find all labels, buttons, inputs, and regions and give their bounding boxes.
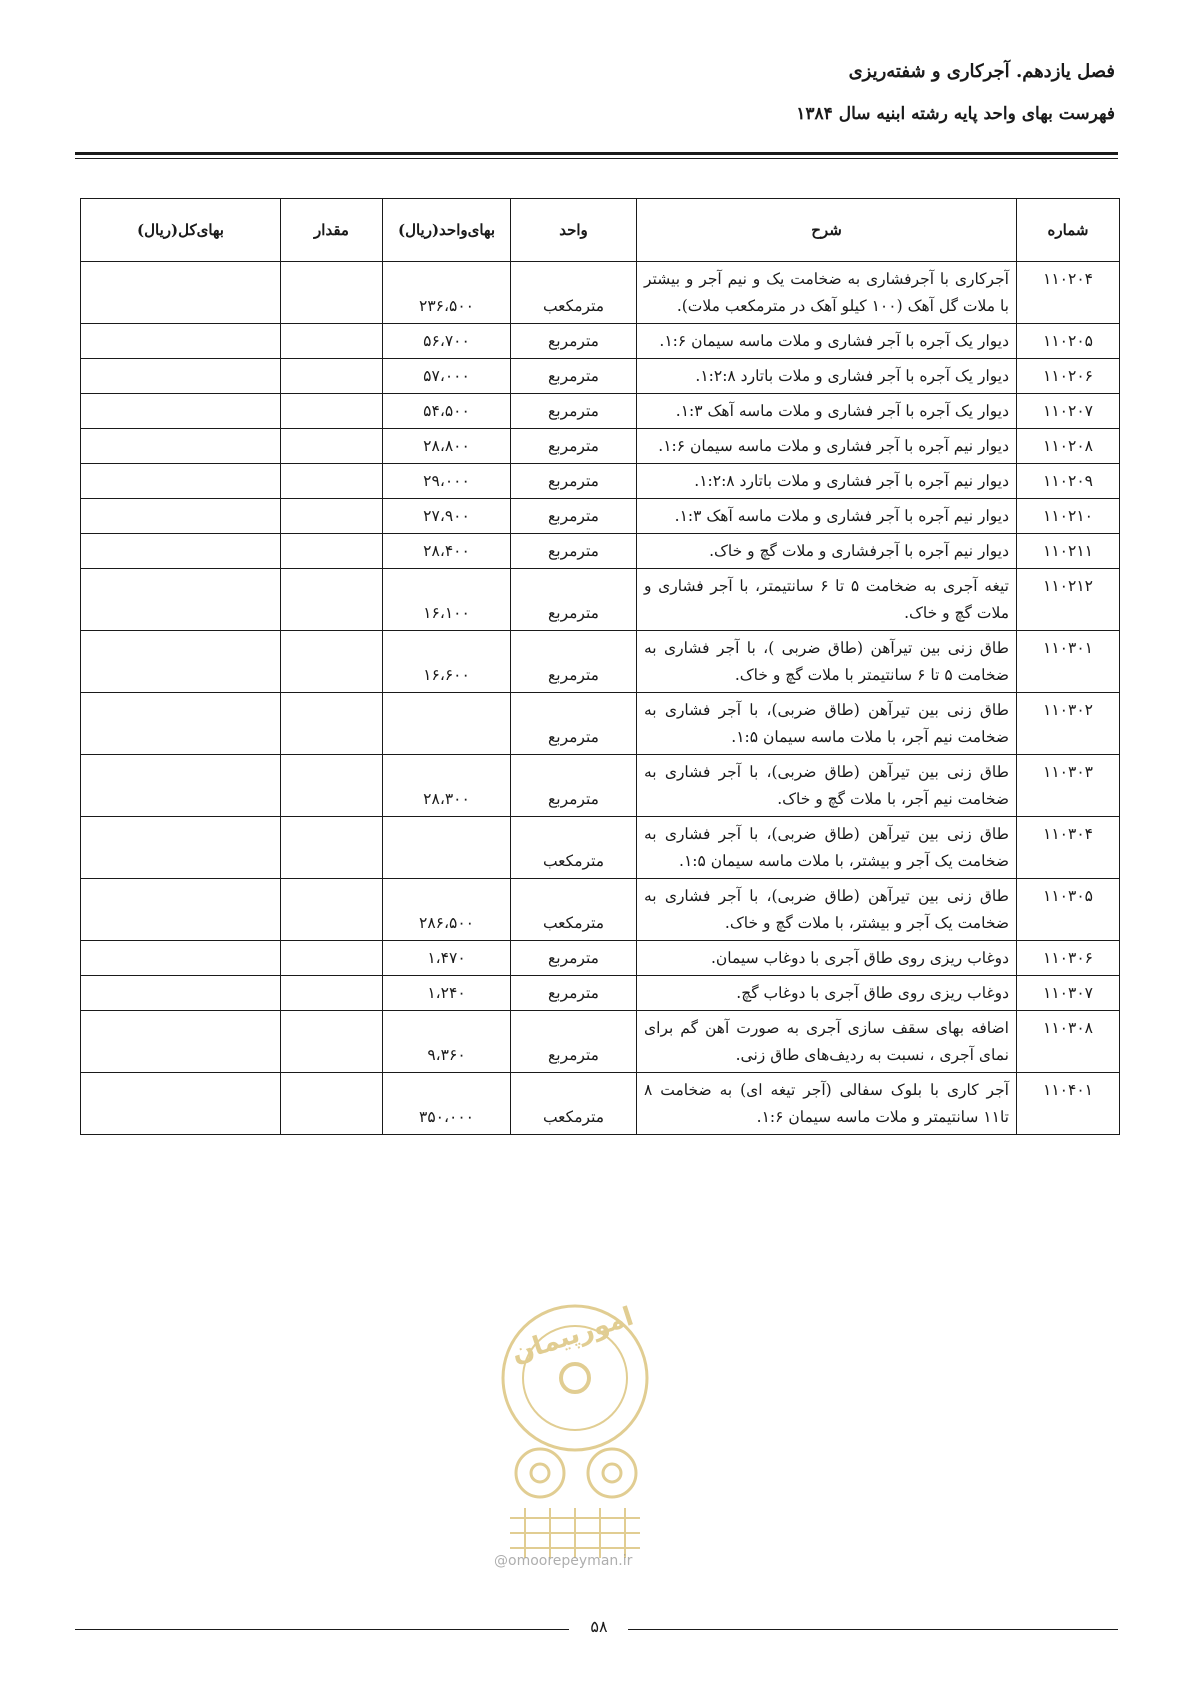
row-unit: مترمربع [511,499,637,534]
row-number: ۱۱۰۳۰۸ [1017,1011,1120,1073]
price-list-table [80,198,1120,1135]
watermark-site: @omoorepeyman.ir [494,1553,633,1569]
footer-rule-left [75,1629,569,1630]
row-unit-price [383,693,511,755]
row-unit: مترمربع [511,394,637,429]
table-row [81,324,1120,359]
row-total [81,394,281,429]
row-total [81,976,281,1011]
row-unit: مترمربع [511,976,637,1011]
row-description: دوغاب ریزی روی طاق آجری با دوغاب گچ. [637,976,1017,1011]
col-header-number: شماره [1017,199,1120,262]
row-number: ۱۱۰۳۰۴ [1017,817,1120,879]
row-total [81,1011,281,1073]
row-unit-price: ۵۷،۰۰۰ [383,359,511,394]
header-rule-thick [75,152,1118,155]
row-description: دیوار نیم آجره با آجر فشاری و ملات ماسه آهک ۱:۳. [637,499,1017,534]
row-unit: مترمربع [511,569,637,631]
row-number: ۱۱۰۳۰۶ [1017,941,1120,976]
row-quantity [281,324,383,359]
row-description: دیوار نیم آجره با آجرفشاری و ملات گچ و خاک. [637,534,1017,569]
row-number: ۱۱۰۲۰۸ [1017,429,1120,464]
row-quantity [281,534,383,569]
row-quantity [281,1073,383,1135]
table-row [81,499,1120,534]
table-row [81,394,1120,429]
table-row [81,755,1120,817]
omoorepeyman-logo [490,1283,660,1583]
row-unit-price: ۲۹،۰۰۰ [383,464,511,499]
table-row [81,262,1120,324]
table-row [81,693,1120,755]
row-quantity [281,755,383,817]
row-unit-price [383,817,511,879]
row-number: ۱۱۰۴۰۱ [1017,1073,1120,1135]
row-unit-price: ۲۸،۳۰۰ [383,755,511,817]
table-row [81,1073,1120,1135]
col-header-quantity: مقدار [281,199,383,262]
row-quantity [281,941,383,976]
table-row [81,429,1120,464]
row-quantity [281,464,383,499]
row-total [81,324,281,359]
row-quantity [281,429,383,464]
row-unit-price: ۱،۲۴۰ [383,976,511,1011]
row-number: ۱۱۰۲۱۱ [1017,534,1120,569]
row-total [81,817,281,879]
row-total [81,879,281,941]
table-header-row [81,199,1120,262]
row-quantity [281,262,383,324]
row-total [81,755,281,817]
table-row [81,879,1120,941]
row-description: طاق زنی بین تیرآهن (طاق ضربی)، با آجر فشاری به ضخامت نیم آجر، با ملات ماسه سیمان ۱:۵. [637,693,1017,755]
row-unit-price: ۲۷،۹۰۰ [383,499,511,534]
row-number: ۱۱۰۳۰۷ [1017,976,1120,1011]
row-total [81,534,281,569]
row-description: آجر کاری با بلوک سفالی (آجر تیغه ای) به ضخامت ۸ تا۱۱ سانتیمتر و ملات ماسه سیمان ۱:۶. [637,1073,1017,1135]
col-header-total-price: بهای‌کل(ریال) [81,199,281,262]
row-unit-price: ۲۳۶،۵۰۰ [383,262,511,324]
row-number: ۱۱۰۲۱۰ [1017,499,1120,534]
col-header-unit-price: بهای‌واحد(ریال) [383,199,511,262]
row-description: طاق زنی بین تیرآهن (طاق ضربی)، با آجر فشاری به ضخامت نیم آجر، با ملات گچ و خاک. [637,755,1017,817]
row-description: دیوار یک آجره با آجر فشاری و ملات ماسه آهک ۱:۳. [637,394,1017,429]
header-rule-thin [75,158,1118,159]
row-quantity [281,569,383,631]
row-number: ۱۱۰۲۱۲ [1017,569,1120,631]
table-row [81,631,1120,693]
row-unit: مترمربع [511,534,637,569]
row-total [81,631,281,693]
row-total [81,569,281,631]
row-quantity [281,817,383,879]
row-unit-price: ۲۸،۸۰۰ [383,429,511,464]
row-total [81,693,281,755]
table-row [81,817,1120,879]
row-unit-price: ۱۶،۶۰۰ [383,631,511,693]
row-quantity [281,879,383,941]
row-unit-price: ۲۸۶،۵۰۰ [383,879,511,941]
row-unit-price: ۵۶،۷۰۰ [383,324,511,359]
row-unit: مترمربع [511,359,637,394]
row-unit: مترمکعب [511,1073,637,1135]
row-total [81,429,281,464]
row-unit-price: ۵۴،۵۰۰ [383,394,511,429]
row-number: ۱۱۰۲۰۹ [1017,464,1120,499]
row-unit: مترمربع [511,755,637,817]
page-number: ۵۸ [590,1617,608,1636]
col-header-description: شرح [637,199,1017,262]
row-number: ۱۱۰۳۰۲ [1017,693,1120,755]
row-total [81,464,281,499]
row-unit: مترمربع [511,1011,637,1073]
row-description: طاق زنی بین تیرآهن (طاق ضربی)، با آجر فشاری به ضخامت یک آجر و بیشتر، با ملات گچ و خاک. [637,879,1017,941]
row-description: آجرکاری با آجرفشاری به ضخامت یک و نیم آجر و بیشتر با ملات گل آهک (۱۰۰ کیلو آهک در مترمکعب ملات). [637,262,1017,324]
row-quantity [281,499,383,534]
row-number: ۱۱۰۳۰۱ [1017,631,1120,693]
row-unit-price: ۲۸،۴۰۰ [383,534,511,569]
row-description: طاق زنی بین تیرآهن (طاق ضربی)، با آجر فشاری به ضخامت یک آجر و بیشتر، با ملات ماسه سیمان ۱:۵. [637,817,1017,879]
page-header [75,58,1115,128]
row-description: دیوار نیم آجره با آجر فشاری و ملات ماسه سیمان ۱:۶. [637,429,1017,464]
row-unit: مترمربع [511,464,637,499]
chapter-title: فصل یازدهم. آجرکاری و شفته‌ریزی [848,61,1115,82]
row-unit-price: ۱۶،۱۰۰ [383,569,511,631]
row-description: اضافه بهای سقف سازی آجری به صورت آهن گم برای نمای آجری ، نسبت به ردیف‌های طاق زنی. [637,1011,1017,1073]
row-unit-price: ۳۵۰،۰۰۰ [383,1073,511,1135]
col-header-unit: واحد [511,199,637,262]
row-number: ۱۱۰۳۰۳ [1017,755,1120,817]
row-unit: مترمکعب [511,879,637,941]
table-row [81,941,1120,976]
row-unit: مترمکعب [511,262,637,324]
row-total [81,941,281,976]
row-quantity [281,1011,383,1073]
table-row [81,359,1120,394]
row-unit-price: ۱،۴۷۰ [383,941,511,976]
row-quantity [281,631,383,693]
table-row [81,464,1120,499]
row-description: دوغاب ریزی روی طاق آجری با دوغاب سیمان. [637,941,1017,976]
row-quantity [281,394,383,429]
row-total [81,359,281,394]
row-quantity [281,976,383,1011]
row-unit: مترمربع [511,324,637,359]
footer-rule-right [628,1629,1118,1630]
row-number: ۱۱۰۳۰۵ [1017,879,1120,941]
row-unit-price: ۹،۳۶۰ [383,1011,511,1073]
row-number: ۱۱۰۲۰۶ [1017,359,1120,394]
row-description: تیغه آجری به ضخامت ۵ تا ۶ سانتیمتر، با آجر فشاری و ملات گچ و خاک. [637,569,1017,631]
row-number: ۱۱۰۲۰۷ [1017,394,1120,429]
row-unit: مترمربع [511,693,637,755]
row-unit: مترمربع [511,429,637,464]
row-description: طاق زنی بین تیرآهن (طاق ضربی )، با آجر فشاری به ضخامت ۵ تا ۶ سانتیمتر با ملات گچ و خاک. [637,631,1017,693]
table-row [81,1011,1120,1073]
table-row [81,569,1120,631]
row-total [81,1073,281,1135]
row-unit: مترمربع [511,631,637,693]
row-description: دیوار یک آجره با آجر فشاری و ملات ماسه سیمان ۱:۶. [637,324,1017,359]
row-number: ۱۱۰۲۰۴ [1017,262,1120,324]
row-number: ۱۱۰۲۰۵ [1017,324,1120,359]
row-total [81,262,281,324]
document-subtitle: فهرست بهای واحد پایه رشته ابنیه سال ۱۳۸۴ [796,104,1115,124]
row-quantity [281,359,383,394]
row-unit: مترمکعب [511,817,637,879]
table-row [81,534,1120,569]
row-total [81,499,281,534]
row-description: دیوار یک آجره با آجر فشاری و ملات باتارد ۱:۲:۸. [637,359,1017,394]
row-unit: مترمربع [511,941,637,976]
row-description: دیوار نیم آجره با آجر فشاری و ملات باتارد ۱:۲:۸. [637,464,1017,499]
logo-text: امورپیمان [507,1301,638,1370]
table-row [81,976,1120,1011]
row-quantity [281,693,383,755]
